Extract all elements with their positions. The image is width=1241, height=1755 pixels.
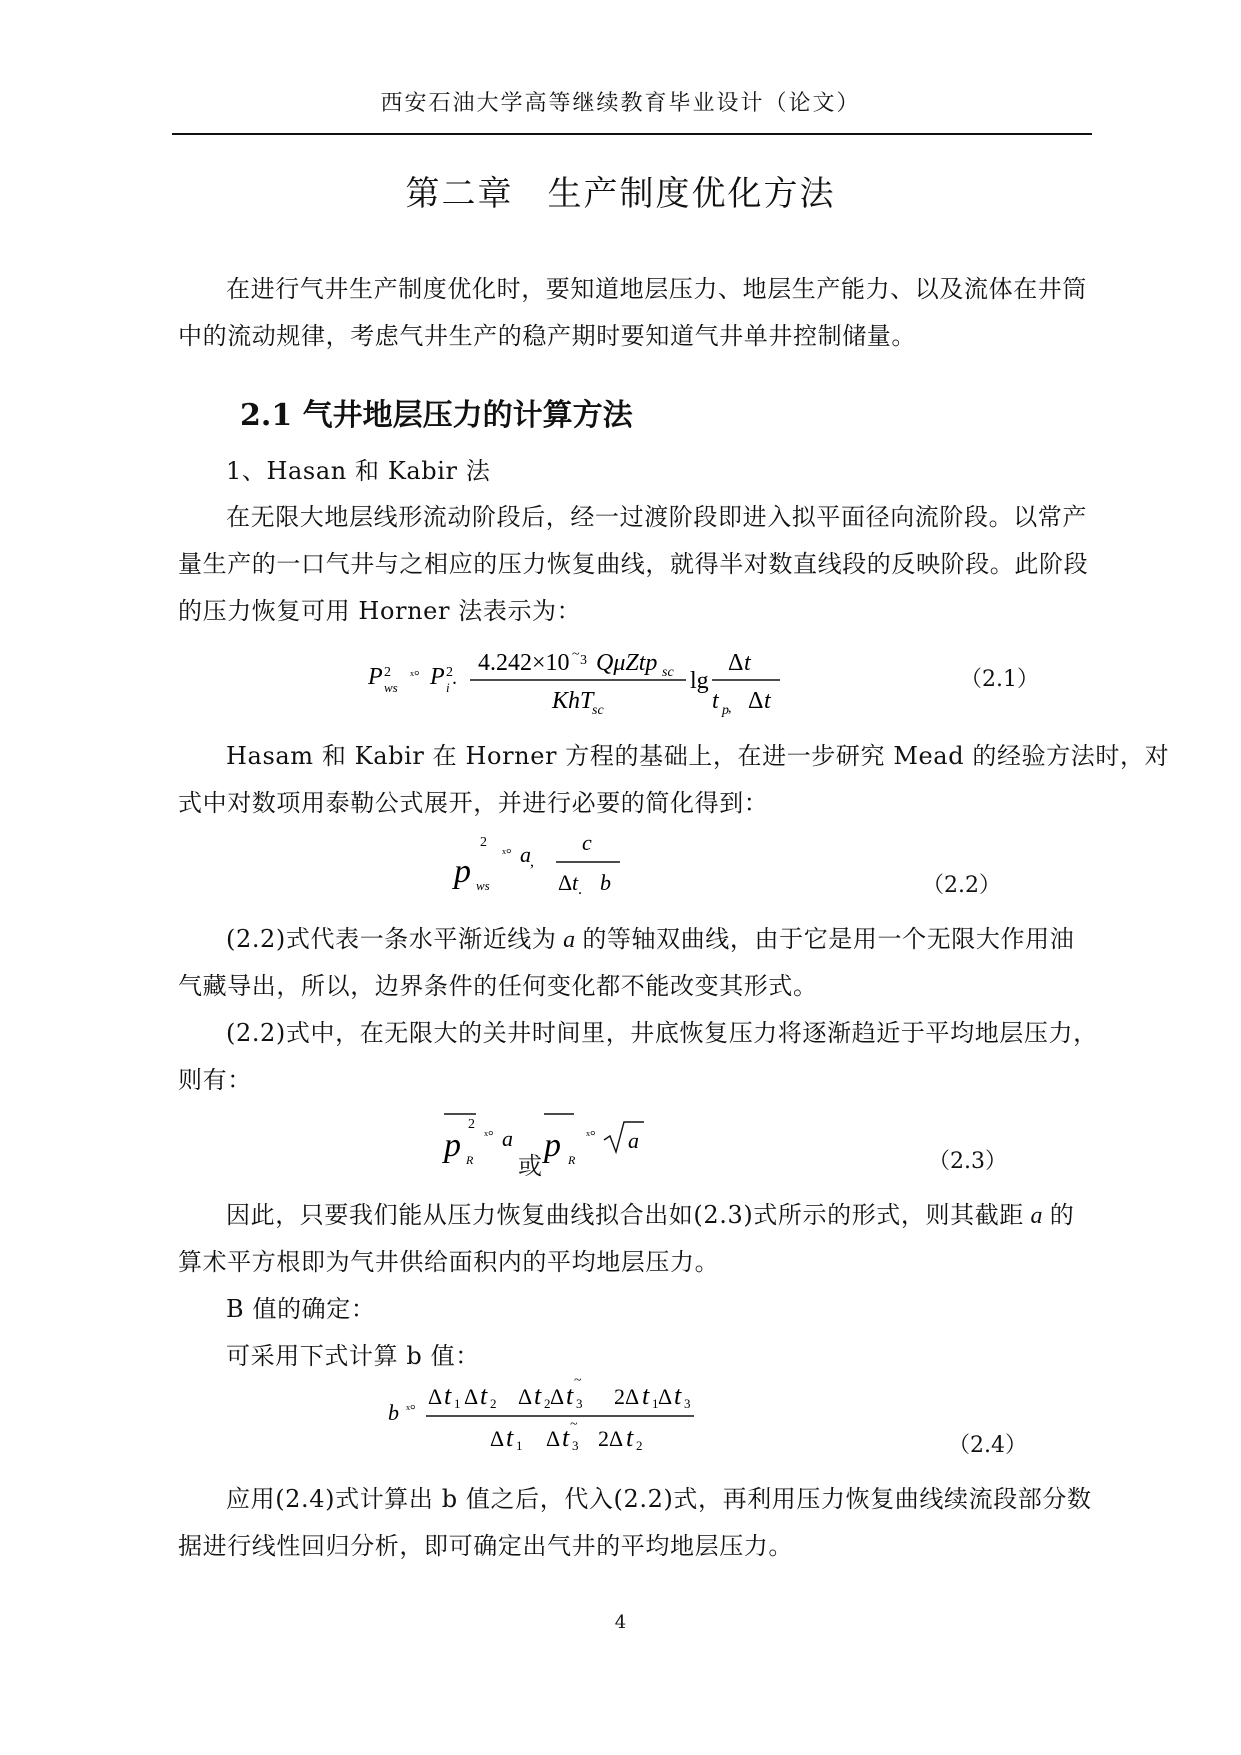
svg-text:2: 2 — [480, 835, 487, 850]
text-line: 式中对数项用泰勒公式展开，并进行必要的简化得到： — [178, 789, 769, 817]
text-line: 在进行气井生产制度优化时，要知道地层压力、地层生产能力、以及流体在井筒 — [226, 275, 1087, 303]
svg-text:i: i — [446, 680, 450, 695]
svg-text:t: t — [566, 1381, 574, 1410]
svg-text:2: 2 — [490, 1396, 497, 1411]
svg-text:Δ: Δ — [658, 1384, 673, 1409]
svg-text:,: , — [728, 701, 732, 716]
text-line: 则有： — [178, 1066, 252, 1094]
text-span: 因此，只要我们能从压力恢复曲线拟合出如(2.3)式所示的形式，则其截距 — [226, 1201, 1024, 1229]
svg-text:Δ: Δ — [550, 1384, 565, 1409]
text-line: 据进行线性回归分析，即可确定出气井的平均地层压力。 — [178, 1532, 793, 1560]
svg-text:t: t — [744, 650, 751, 676]
equation-2-3-math — [440, 1110, 660, 1190]
svg-text:t: t — [534, 1381, 542, 1410]
text-line: 应用(2.4)式计算出 b 值之后，代入(2.2)式，再利用压力恢复曲线续流段部分数 — [226, 1485, 1092, 1513]
chapter-title — [0, 166, 1241, 215]
svg-text:t: t — [626, 1423, 634, 1452]
svg-text:1: 1 — [454, 1396, 461, 1411]
svg-text:Δ: Δ — [518, 1384, 533, 1409]
svg-text:2: 2 — [384, 665, 391, 680]
header-rule — [172, 133, 1092, 135]
svg-text:P: P — [368, 664, 383, 690]
svg-text:ˣ°: ˣ° — [586, 1129, 596, 1144]
svg-text:2: 2 — [544, 1396, 551, 1411]
text-line: 可采用下式计算 b 值： — [226, 1342, 480, 1370]
svg-text:b: b — [388, 1400, 399, 1425]
svg-text:Δ: Δ — [546, 1426, 561, 1451]
svg-text:p: p — [544, 1127, 561, 1164]
svg-text:ˣ°: ˣ° — [484, 1129, 494, 1144]
svg-text:t: t — [764, 688, 771, 714]
svg-text:Δ: Δ — [728, 650, 744, 676]
page-number: 4 — [614, 1612, 627, 1633]
equation-2-3 — [440, 1110, 660, 1190]
equation-2-2 — [450, 826, 650, 902]
text-line — [226, 1192, 1074, 1240]
equation-number: （2.2） — [922, 873, 1001, 898]
svg-text:t: t — [444, 1381, 452, 1410]
svg-text:Δ: Δ — [490, 1426, 505, 1451]
svg-text:b: b — [600, 870, 611, 895]
svg-text:ˣ°: ˣ° — [502, 847, 512, 862]
svg-text:1: 1 — [652, 1396, 659, 1411]
svg-text:p: p — [444, 1127, 461, 1164]
or-word: 或 — [518, 1152, 542, 1180]
text-line: 的压力恢复可用 Horner 法表示为： — [178, 597, 582, 625]
svg-text:lg: lg — [690, 668, 709, 694]
svg-text:a: a — [502, 1126, 513, 1151]
svg-text:t: t — [572, 870, 579, 895]
svg-text:Δ: Δ — [748, 688, 764, 714]
text-line: Hasam 和 Kabir 在 Horner 方程的基础上，在进一步研究 Mead 的经验方法时，对 — [226, 742, 1170, 770]
equation-2-4 — [384, 1374, 744, 1458]
text-line — [226, 916, 1074, 964]
svg-text:2: 2 — [636, 1438, 643, 1453]
svg-text:Δ: Δ — [464, 1384, 479, 1409]
text-line: 算术平方根即为气井供给面积内的平均地层压力。 — [178, 1248, 720, 1276]
svg-text:.: . — [452, 667, 457, 689]
section-heading: 2.1 气井地层压力的计算方法 — [240, 398, 633, 433]
svg-text:2: 2 — [446, 665, 453, 680]
text-line: 量生产的一口气井与之相应的压力恢复曲线，就得半对数直线段的反映阶段。此阶段 — [178, 550, 1089, 578]
svg-text:.: . — [578, 881, 582, 898]
text-line: 中的流动规律，考虑气井生产的稳产期时要知道气井单井控制储量。 — [178, 322, 916, 350]
svg-text:~: ~ — [574, 1374, 582, 1388]
svg-text:3: 3 — [572, 1438, 579, 1453]
svg-text:ˣ°: ˣ° — [410, 669, 420, 684]
equation-number: （2.4） — [948, 1433, 1027, 1458]
svg-text:2Δ: 2Δ — [598, 1426, 624, 1451]
svg-text:R: R — [568, 1153, 576, 1167]
svg-text:p: p — [722, 703, 729, 718]
svg-text:R: R — [466, 1153, 474, 1167]
svg-text:1: 1 — [516, 1438, 523, 1453]
symbol-a: a — [556, 927, 583, 953]
svg-text:P: P — [430, 664, 445, 690]
equation-2-1 — [360, 628, 820, 718]
svg-text:p: p — [454, 853, 471, 890]
svg-text:KhT: KhT — [552, 688, 594, 714]
svg-text:t: t — [562, 1423, 570, 1452]
svg-text:,: , — [530, 853, 534, 870]
svg-text:Δ: Δ — [558, 870, 573, 895]
svg-text:4.242×10: 4.242×10 — [478, 650, 570, 676]
svg-text:t: t — [712, 688, 719, 714]
svg-text:2Δ: 2Δ — [614, 1384, 640, 1409]
svg-text:Δ: Δ — [428, 1384, 443, 1409]
svg-text:3: 3 — [684, 1396, 691, 1411]
chapter-number: 第二章 — [405, 174, 514, 214]
svg-text:sc: sc — [592, 703, 604, 718]
svg-text:sc: sc — [662, 665, 674, 680]
svg-text:t: t — [674, 1381, 682, 1410]
svg-text:ws: ws — [384, 680, 398, 695]
text-line: (2.2)式中，在无限大的关井时间里，井底恢复压力将逐渐趋近于平均地层压力， — [226, 1019, 1098, 1047]
svg-text:t: t — [480, 1381, 488, 1410]
text-span: (2.2)式代表一条水平渐近线为 — [226, 925, 557, 953]
text-span: 的等轴双曲线，由于它是用一个无限大作用油 — [582, 925, 1075, 953]
svg-text:2: 2 — [468, 1117, 475, 1132]
svg-text:3: 3 — [576, 1396, 583, 1411]
svg-text:c: c — [582, 830, 592, 855]
svg-text:ws: ws — [476, 878, 490, 893]
svg-text:a: a — [520, 842, 531, 867]
text-line: 气藏导出，所以，边界条件的任何变化都不能改变其形式。 — [178, 972, 818, 1000]
equation-number: （2.1） — [960, 667, 1039, 692]
svg-text:t: t — [506, 1423, 514, 1452]
svg-text:ˣ°: ˣ° — [406, 1403, 416, 1418]
svg-text:3: 3 — [580, 653, 587, 668]
svg-text:~: ~ — [570, 1417, 578, 1432]
svg-text:QμZtp: QμZtp — [596, 650, 658, 676]
svg-text:t: t — [642, 1381, 650, 1410]
equation-number: （2.3） — [928, 1149, 1007, 1174]
svg-text:a: a — [628, 1128, 639, 1153]
page-header: 西安石油大学高等继续教育毕业设计（论文） — [380, 91, 861, 116]
text-line: 1、Hasan 和 Kabir 法 — [226, 457, 491, 485]
svg-text:~: ~ — [572, 647, 580, 662]
symbol-a: a — [1023, 1203, 1050, 1229]
text-line: B 值的确定： — [226, 1295, 376, 1323]
chapter-name: 生产制度优化方法 — [547, 174, 836, 214]
text-line: 在无限大地层线形流动阶段后，经一过渡阶段即进入拟平面径向流阶段。以常产 — [226, 503, 1087, 531]
text-span: 的 — [1049, 1201, 1075, 1229]
